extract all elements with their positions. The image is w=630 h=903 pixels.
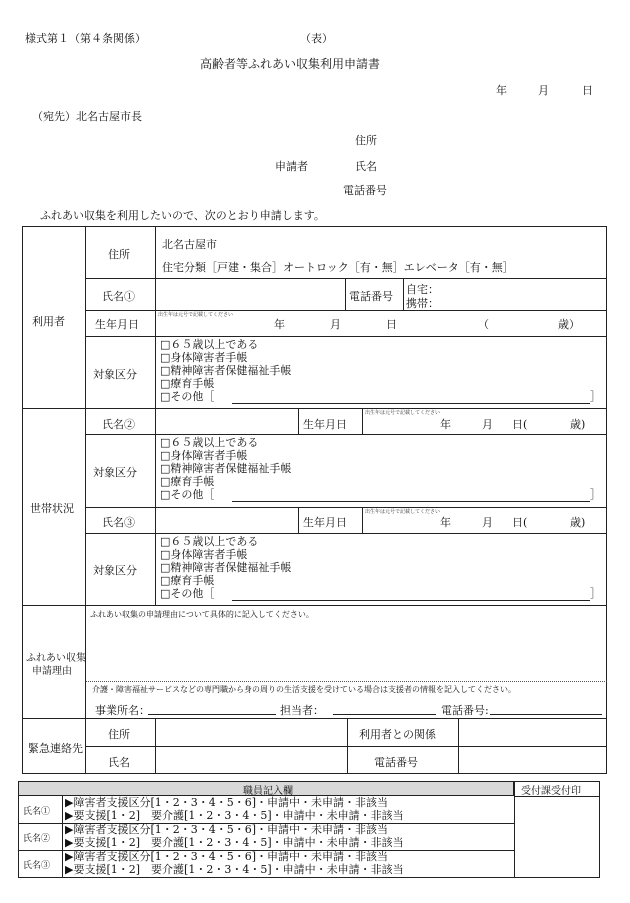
staff-row1-disability[interactable]: ▶障害者支援区分[1・2・3・4・5・6]・申請中・未申請・非該当 [65, 796, 389, 809]
member2-birth-note: 出生年は元号で記載してください [365, 410, 441, 416]
member3-birth-label: 生年月日 [303, 516, 347, 529]
emergency-relation-label: 利用者との関係 [359, 728, 436, 741]
user-section-label: 利用者 [32, 315, 65, 328]
user-phone-mobile[interactable]: 携帯： [406, 297, 439, 310]
row-line [85, 746, 607, 747]
member2-category-label: 対象区分 [93, 466, 137, 479]
col-line [403, 278, 404, 310]
row-line [85, 434, 607, 435]
section-line [22, 408, 607, 409]
user-age-close: 歳） [558, 318, 580, 331]
row-line [85, 533, 607, 534]
applicant-label: 申請者 [275, 160, 308, 173]
user-birth-note: 出生年は元号で記載してください [158, 312, 234, 318]
user-address-label: 住所 [108, 248, 130, 261]
reason-separator [86, 681, 607, 682]
user-other-blank[interactable] [232, 403, 590, 404]
user-birth-year: 年 [274, 318, 285, 331]
user-birth-day: 日 [386, 318, 397, 331]
col-line [362, 507, 363, 533]
member3-name-label: 氏名③ [102, 516, 135, 529]
member2-category-rehab[interactable]: □療育手帳 [160, 475, 215, 488]
staff-row2-care[interactable]: ▶要支援[1・2] 要介護[1・2・3・4・5]・申請中・未申請・非該当 [65, 836, 404, 849]
addressee: （宛先）北名古屋市長 [32, 110, 142, 123]
page-title: 高齢者等ふれあい収集利用申請書 [200, 57, 381, 71]
person-label: 担当者： [280, 704, 324, 717]
applicant-address-label: 住所 [355, 134, 377, 147]
form-number: 様式第１（第４条関係） [25, 32, 146, 45]
col-line [362, 408, 363, 434]
member3-other-blank[interactable] [232, 600, 590, 601]
col-line [458, 718, 459, 774]
reason-instruction: ふれあい収集の申請理由について具体的に記入してください。 [90, 610, 314, 619]
staff-row3-care[interactable]: ▶要支援[1・2] 要介護[1・2・3・4・5]・申請中・未申請・非該当 [65, 863, 404, 876]
member2-other-blank[interactable] [232, 501, 590, 502]
staff-row1-care[interactable]: ▶要支援[1・2] 要介護[1・2・3・4・5]・申請中・未申請・非該当 [65, 809, 404, 822]
member3-birth-note: 出生年は元号で記載してください [365, 509, 441, 515]
user-phone-label: 電話番号 [349, 290, 393, 303]
staff-row2-disability[interactable]: ▶障害者支援区分[1・2・3・4・5・6]・申請中・未申請・非該当 [65, 823, 389, 836]
member2-category-mental[interactable]: □精神障害者保健福祉手帳 [160, 462, 292, 475]
staff-header: 職員記入欄 [243, 786, 293, 797]
office-label: 事業所名： [95, 704, 150, 717]
applicant-name-label: 氏名 [355, 160, 377, 173]
staff-row3-label: 氏名③ [23, 861, 51, 871]
member2-year: 年 [440, 418, 451, 431]
member2-other-close: ］ [590, 488, 601, 501]
user-address-value[interactable]: 北名古屋市 [162, 238, 217, 251]
member3-category-other[interactable]: □その他［ [160, 587, 215, 600]
date-month: 月 [538, 84, 549, 97]
row-line [85, 336, 607, 337]
intro-text: ふれあい収集を利用したいので、次のとおり申請します。 [40, 209, 325, 222]
form-side: （表） [300, 32, 333, 45]
row-line [85, 278, 607, 279]
reason-section-label-2: 申請理由 [32, 666, 72, 677]
user-phone-home[interactable]: 自宅： [406, 283, 439, 296]
col-line [298, 408, 299, 434]
member3-other-close: ］ [590, 587, 601, 600]
member3-day: 日( [512, 516, 528, 529]
user-category-mental[interactable]: □精神障害者保健福祉手帳 [160, 364, 292, 377]
date-year: 年 [496, 84, 507, 97]
user-age-open: （ [478, 318, 489, 331]
user-category-label: 対象区分 [93, 368, 137, 381]
col-line [62, 796, 63, 878]
member3-age: 歳) [570, 516, 586, 529]
staff-row1-label: 氏名① [23, 807, 51, 817]
section-line [22, 718, 607, 719]
col-line [298, 507, 299, 533]
staff-row3-disability[interactable]: ▶障害者支援区分[1・2・3・4・5・6]・申請中・未申請・非該当 [65, 850, 389, 863]
user-birth-month: 月 [330, 318, 341, 331]
member3-category-label: 対象区分 [93, 564, 137, 577]
emergency-address-label: 住所 [108, 728, 130, 741]
emergency-section-label: 緊急連絡先 [28, 742, 83, 755]
user-category-other[interactable]: □その他［ [160, 390, 215, 403]
user-category-rehab[interactable]: □療育手帳 [160, 377, 215, 390]
household-section-label: 世帯状況 [30, 502, 74, 515]
user-other-close: ］ [590, 390, 601, 403]
col-divider-section [85, 226, 86, 774]
user-name-label: 氏名① [102, 290, 135, 303]
section-line [22, 605, 607, 606]
col-line [347, 718, 348, 774]
support-phone-label: 電話番号: [441, 704, 489, 717]
member2-name-label: 氏名② [102, 418, 135, 431]
support-phone-field[interactable] [490, 714, 602, 715]
staff-row2-label: 氏名② [23, 834, 51, 844]
user-category-physical[interactable]: □身体障害者手帳 [160, 351, 248, 364]
row-line [85, 507, 607, 508]
col-line [514, 781, 515, 878]
member2-category-other[interactable]: □その他［ [160, 488, 215, 501]
applicant-phone-label: 電話番号 [343, 184, 387, 197]
emergency-name-label: 氏名 [108, 756, 130, 769]
col-line [155, 226, 156, 408]
member3-month: 月 [482, 516, 493, 529]
date-day: 日 [582, 84, 593, 97]
support-note: 介護・障害福祉サービスなどの専門職から身の周りの生活支援を受けている場合は支援者の情報を記入してください。 [92, 685, 516, 694]
member3-category-physical[interactable]: □身体障害者手帳 [160, 548, 248, 561]
user-birth-label: 生年月日 [95, 318, 139, 331]
row-line [514, 796, 600, 797]
member2-category-physical[interactable]: □身体障害者手帳 [160, 449, 248, 462]
user-housing-type[interactable]: 住宅分類［戸建・集合］オートロック［有・無］エレベータ［有・無］ [162, 261, 514, 274]
member3-year: 年 [440, 516, 451, 529]
receipt-stamp-label: 受付課受付印 [521, 786, 581, 797]
member2-category-65[interactable]: □６５歳以上である [160, 436, 259, 449]
col-line [155, 718, 156, 774]
user-category-65[interactable]: □６５歳以上である [160, 338, 259, 351]
member2-month: 月 [482, 418, 493, 431]
person-field[interactable] [333, 714, 436, 715]
member3-category-rehab[interactable]: □療育手帳 [160, 574, 215, 587]
reason-section-label-1: ふれあい収集 [26, 653, 86, 664]
member3-category-65[interactable]: □６５歳以上である [160, 535, 259, 548]
member3-category-mental[interactable]: □精神障害者保健福祉手帳 [160, 561, 292, 574]
member2-day: 日( [512, 418, 528, 431]
office-field[interactable] [148, 714, 276, 715]
member2-age: 歳) [570, 418, 586, 431]
col-line [345, 278, 346, 310]
member2-birth-label: 生年月日 [303, 418, 347, 431]
emergency-phone-label: 電話番号 [374, 756, 418, 769]
